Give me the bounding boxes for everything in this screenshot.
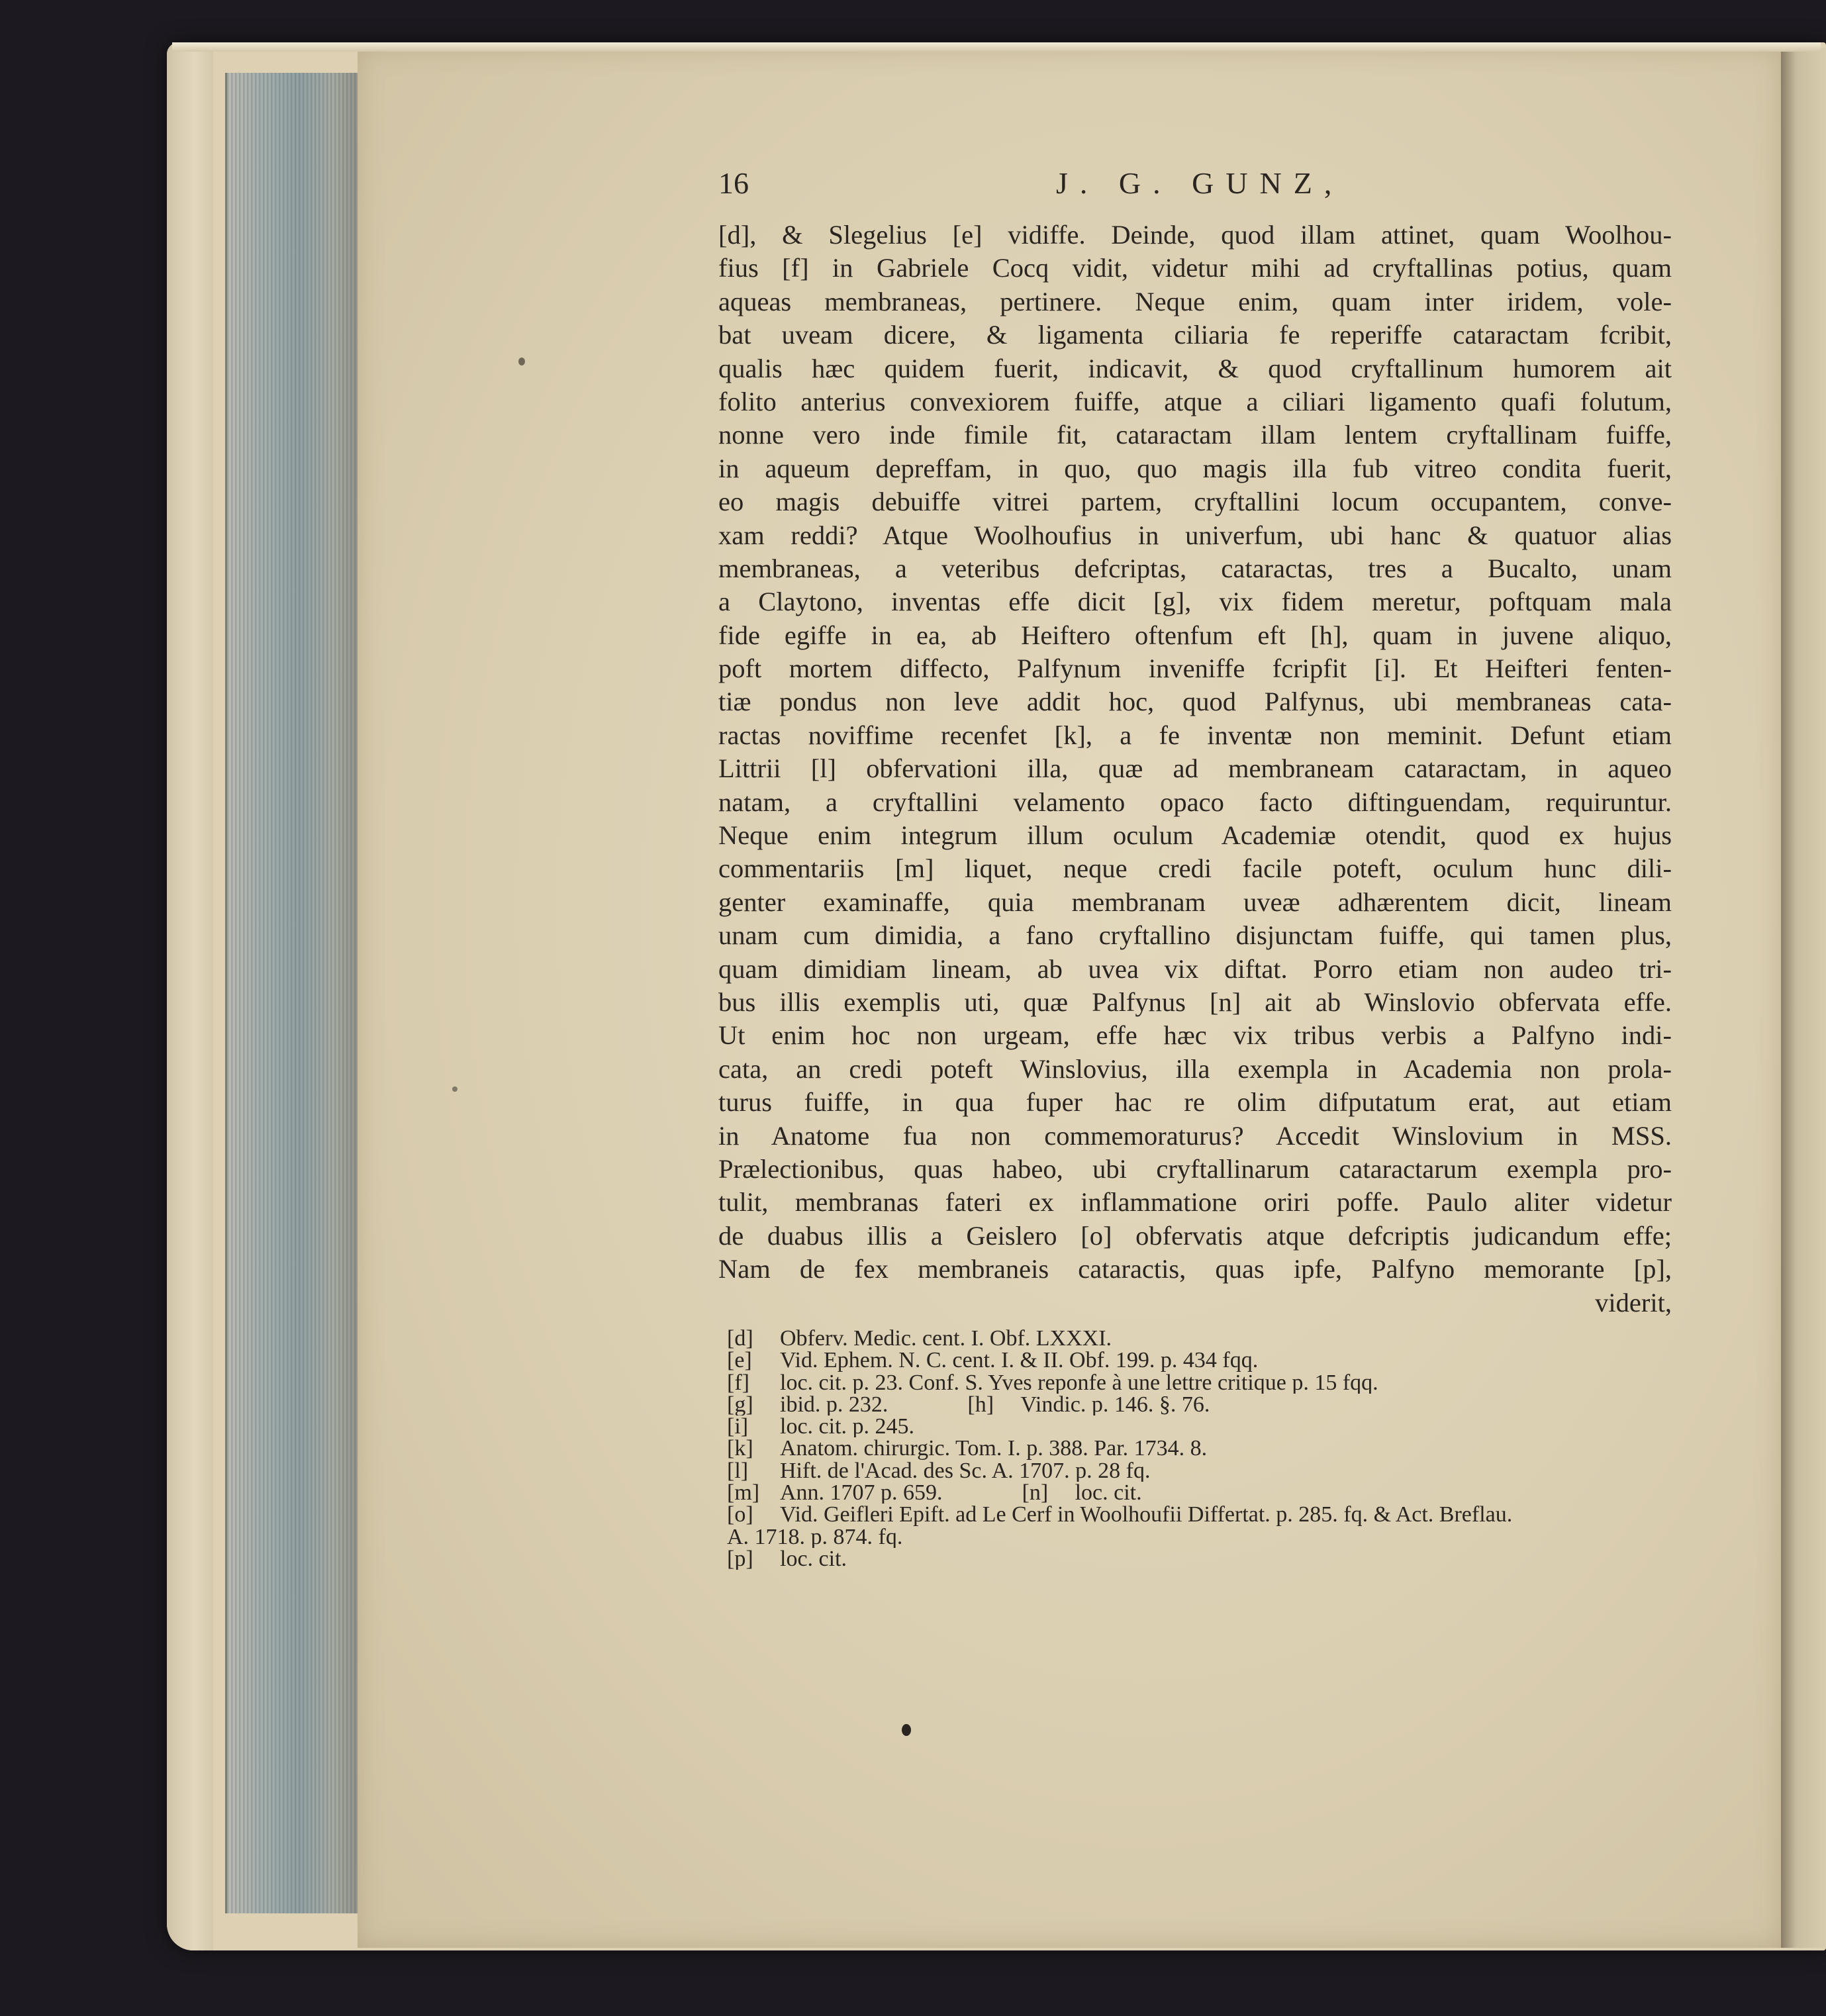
cover-edge bbox=[167, 42, 213, 1950]
ink-speck bbox=[902, 1724, 911, 1736]
footnote-text: Anatom. chirurgic. Tom. I. p. 388. Par. 1734. 8. bbox=[780, 1437, 1208, 1460]
footnote-text: Vindic. p. 146. §. 76. bbox=[1020, 1393, 1210, 1416]
footnote-ref: [m] bbox=[727, 1482, 760, 1504]
footnote-text: Hift. de l'Acad. des Sc. A. 1707. p. 28 fq. bbox=[780, 1459, 1151, 1482]
top-page-edge bbox=[172, 42, 1821, 52]
body-line: qualis hæc quidem fuerit, indicavit, & quod cryftallinum humorem ait bbox=[718, 353, 1672, 383]
footnote-ref: [l] bbox=[727, 1459, 749, 1482]
body-line: quam dimidiam lineam, ab uvea vix diftat. Porro etiam non audeo tri- bbox=[718, 953, 1672, 984]
page-edges bbox=[225, 73, 363, 1913]
book-gutter bbox=[1781, 48, 1826, 1948]
footnote bbox=[727, 1372, 1687, 1394]
body-line: tulit, membranas fateri ex inflammatione oriri poffe. Paulo aliter videtur bbox=[718, 1187, 1672, 1218]
body-text bbox=[718, 218, 1672, 1320]
body-line: a Claytono, inventas effe dicit [g], vix fidem meretur, poftquam mala bbox=[718, 587, 1672, 617]
body-line: Ut enim hoc non urgeam, effe hæc vix tribus verbis a Palfyno indi- bbox=[718, 1020, 1672, 1051]
footnote-ref: [p] bbox=[727, 1547, 753, 1570]
footnote bbox=[727, 1394, 1687, 1416]
body-line: viderit, bbox=[1595, 1287, 1672, 1318]
page-number: 16 bbox=[718, 166, 749, 200]
body-line: eo magis debuiffe vitrei partem, cryftallini locum occupantem, conve- bbox=[718, 487, 1672, 517]
page-header bbox=[718, 166, 1692, 212]
footnote bbox=[727, 1437, 1687, 1459]
body-line: genter examinaffe, quia membranam uveæ adhærentem dicit, lineam bbox=[718, 887, 1672, 917]
footnote bbox=[727, 1416, 1687, 1437]
footnote-text: A. 1718. p. 874. fq. bbox=[727, 1525, 903, 1548]
footnote bbox=[727, 1504, 1687, 1525]
footnote-ref: [i] bbox=[727, 1416, 749, 1438]
footnote-ref: [d] bbox=[727, 1327, 753, 1350]
footnote-ref: [n] bbox=[1022, 1482, 1049, 1504]
body-line: poft mortem diffecto, Palfynum inveniffe fcripfit [i]. Et Heifteri fenten- bbox=[718, 653, 1672, 684]
body-line: membraneas, a veteribus defcriptas, cataractas, tres a Bucalto, unam bbox=[718, 553, 1672, 583]
body-line: in Anatome fua non commemoraturus? Accedit Winslovium in MSS. bbox=[718, 1120, 1672, 1151]
ink-speck bbox=[452, 1086, 457, 1092]
body-line: Neque enim integrum illum oculum Academiæ otendit, quod ex hujus bbox=[718, 820, 1672, 851]
footnote bbox=[727, 1349, 1687, 1371]
body-line: bat uveam dicere, & ligamenta ciliaria fe reperiffe cataractam fcribit, bbox=[718, 320, 1672, 350]
footnote bbox=[727, 1327, 1687, 1349]
footnote-text: loc. cit. p. 23. Conf. S. Yves reponfe à une lettre critique p. 15 fqq. bbox=[780, 1371, 1378, 1394]
body-line: tiæ pondus non leve addit hoc, quod Palfynus, ubi membraneas cata- bbox=[718, 687, 1672, 717]
footnote-text: Vid. Geifleri Epift. ad Le Cerf in Woolhoufii Differtat. p. 285. fq. & Act. Breflau. bbox=[780, 1504, 1513, 1526]
body-line: cata, an credi poteft Winslovius, illa exempla in Academia non prola- bbox=[718, 1053, 1672, 1084]
footnote-ref: [g] bbox=[727, 1393, 753, 1416]
footnotes bbox=[727, 1327, 1687, 1570]
footnote-ref: [f] bbox=[727, 1371, 749, 1394]
body-line: nonne vero inde fimile fit, cataractam illam lentem cryftallinam fuiffe, bbox=[718, 420, 1672, 450]
body-line: xam reddi? Atque Woolhoufius in univerfum, ubi hanc & quatuor alias bbox=[718, 520, 1672, 550]
body-line: folito anterius convexiorem fuiffe, atque a ciliari ligamento quafi folutum, bbox=[718, 386, 1672, 416]
footnote-ref: [e] bbox=[727, 1349, 752, 1372]
body-line: de duabus illis a Geislero [o] obfervatis atque defcriptis judicandum effe; bbox=[718, 1220, 1672, 1251]
body-line: in aqueum depreffam, in quo, quo magis illa fub vitreo condita fuerit, bbox=[718, 453, 1672, 483]
body-line: fide egiffe in ea, ab Heiftero oftenfum eft [h], quam in juvene aliquo, bbox=[718, 620, 1672, 650]
body-line: aqueas membraneas, pertinere. Neque enim, quam inter iridem, vole- bbox=[718, 286, 1672, 316]
body-line: ractas noviffime recenfet [k], a fe inventæ non meminit. Defunt etiam bbox=[718, 720, 1672, 750]
footnote bbox=[727, 1482, 1687, 1504]
body-line: commentariis [m] liquet, neque credi facile poteft, oculum hunc dili- bbox=[718, 853, 1672, 884]
body-line: fius [f] in Gabriele Cocq vidit, videtur mihi ad cryftallinas potius, quam bbox=[718, 253, 1672, 283]
body-line: Prælectionibus, quas habeo, ubi cryftallinarum cataractarum exempla pro- bbox=[718, 1153, 1672, 1184]
footnote-ref: [o] bbox=[727, 1504, 753, 1526]
body-line: unam cum dimidia, a fano cryftallino disjunctam fuiffe, qui tamen plus, bbox=[718, 920, 1672, 951]
footnote bbox=[727, 1548, 1687, 1570]
body-line: natam, a cryftallini velamento opaco facto diftinguendam, requiruntur. bbox=[718, 787, 1672, 817]
footnote bbox=[727, 1460, 1687, 1482]
footnote-ref: [h] bbox=[967, 1393, 994, 1416]
footnote-text: ibid. p. 232. bbox=[780, 1393, 889, 1416]
footnote-text: loc. cit. p. 245. bbox=[780, 1416, 915, 1438]
footnote-text: loc. cit. bbox=[780, 1547, 847, 1570]
footnote bbox=[727, 1526, 1687, 1548]
ink-speck bbox=[518, 358, 525, 365]
body-line: turus fuiffe, in qua fuper hac re olim difputatum erat, aut etiam bbox=[718, 1087, 1672, 1118]
body-line: bus illis exemplis uti, quæ Palfynus [n] ait ab Winslovio obfervata effe. bbox=[718, 986, 1672, 1017]
footnote-text: Vid. Ephem. N. C. cent. I. & II. Obf. 199. p. 434 fqq. bbox=[780, 1349, 1259, 1372]
footnote-text: loc. cit. bbox=[1075, 1482, 1142, 1504]
running-head: J. G. GUNZ, bbox=[1056, 166, 1344, 200]
footnote-text: Obferv. Medic. cent. I. Obf. LXXXI. bbox=[780, 1327, 1112, 1350]
body-line: [d], & Slegelius [e] vidiffe. Deinde, quod illam attinet, quam Woolhou- bbox=[718, 220, 1672, 250]
body-line: Littrii [l] obfervationi illa, quæ ad membraneam cataractam, in aqueo bbox=[718, 753, 1672, 784]
body-line: Nam de fex membraneis cataractis, quas ipfe, Palfyno memorante [p], bbox=[718, 1254, 1672, 1284]
footnote-text: Ann. 1707 p. 659. bbox=[780, 1482, 943, 1504]
footnote-ref: [k] bbox=[727, 1437, 753, 1460]
